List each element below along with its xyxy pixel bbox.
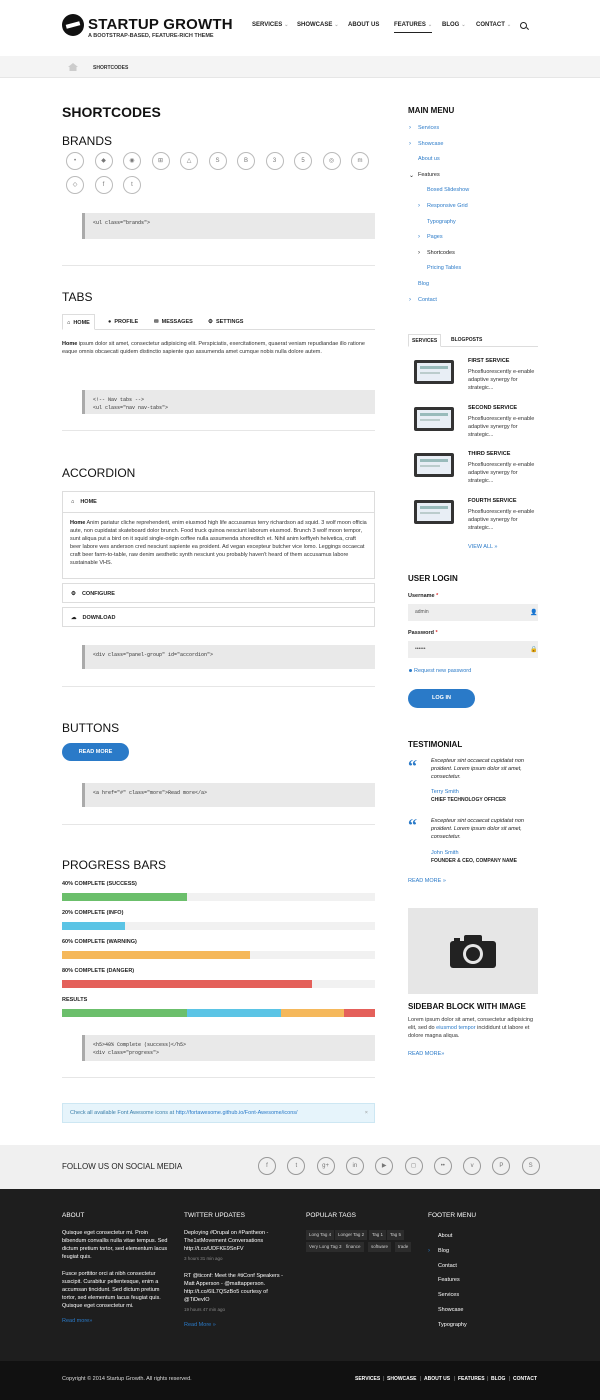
- progress-fill: [62, 951, 250, 959]
- breadcrumb-current: SHORTCODES: [93, 65, 129, 71]
- results-segment: [187, 1009, 281, 1017]
- separator: |: [487, 1376, 489, 1382]
- chevron-down-icon: ⌄: [427, 22, 433, 28]
- linux-icon[interactable]: △: [180, 152, 198, 170]
- chevron-right-icon[interactable]: ›: [409, 140, 411, 147]
- footer-menu-item[interactable]: Blog: [438, 1247, 450, 1254]
- divider: [62, 824, 375, 825]
- youtube-icon[interactable]: ▶: [375, 1157, 393, 1175]
- testimonial-title: TESTIMONIAL: [408, 740, 463, 749]
- tag[interactable]: software: [368, 1242, 391, 1252]
- service-title[interactable]: FOURTH SERVICE: [468, 497, 517, 504]
- bottom-nav-item[interactable]: FEATURES: [458, 1376, 485, 1382]
- tweet-time: 3 hours 31 min ago: [184, 1256, 223, 1261]
- testimonial-role: CHIEF TECHNOLOGY OFFICER: [431, 797, 506, 803]
- menu-item[interactable]: Pages: [427, 234, 443, 241]
- password-field[interactable]: ••••••: [408, 641, 538, 658]
- username-field[interactable]: admin: [408, 604, 538, 621]
- chevron-right-icon[interactable]: ›: [418, 249, 420, 256]
- device-image: [410, 449, 458, 481]
- service-image[interactable]: [410, 496, 458, 528]
- css3-icon[interactable]: 3: [266, 152, 284, 170]
- dribbble-icon[interactable]: ◎: [323, 152, 341, 170]
- device-image: [410, 496, 458, 528]
- footer-menu-item[interactable]: Contact: [438, 1262, 457, 1269]
- tab-bar: [62, 314, 375, 330]
- footer-about-text: Quisque eget consectetur mi. Proin bibendum convallis nulla vitae tempus. Sed dictum pretium tortor, sed elementum lacus feugiat quis.: [62, 1230, 168, 1260]
- google-plus-icon[interactable]: g+: [317, 1157, 335, 1175]
- menu-item[interactable]: Services: [418, 125, 440, 131]
- sidebar-block-title: SIDEBAR BLOCK WITH IMAGE: [408, 1002, 526, 1011]
- sidebar-image[interactable]: [408, 908, 538, 994]
- maxcdn-icon[interactable]: m: [351, 152, 369, 170]
- html5-icon[interactable]: 5: [294, 152, 312, 170]
- tabs-title: TABS: [62, 290, 93, 304]
- tab-messages[interactable]: ✉ MESSAGES: [154, 319, 193, 325]
- menu-item[interactable]: Showcase: [418, 140, 444, 147]
- progress-fill: [62, 893, 187, 901]
- divider: [62, 430, 375, 431]
- sidebar-block-read-more[interactable]: READ MORE»: [408, 1051, 445, 1057]
- bottom-nav-item[interactable]: BLOG: [491, 1376, 506, 1382]
- tab-settings[interactable]: ⚙ SETTINGS: [208, 319, 244, 325]
- nav-services[interactable]: SERVICES ⌄: [252, 22, 289, 28]
- footer-menu-item[interactable]: Showcase: [438, 1307, 464, 1313]
- menu-item[interactable]: Responsive Grid: [427, 203, 468, 209]
- brands-title: BRANDS: [62, 134, 113, 148]
- info-alert: Check all available Font Awesome icons at http://fortawesome.github.io/Font-Awesome/icons/ ×: [62, 1103, 375, 1123]
- chevron-right-icon[interactable]: ›: [418, 234, 420, 241]
- password-label: Password *: [408, 630, 438, 636]
- accordion-panel-download[interactable]: [62, 607, 375, 627]
- nav-showcase[interactable]: SHOWCASE ⌄: [297, 22, 339, 28]
- site-header: [0, 0, 600, 56]
- site-title[interactable]: STARTUP GROWTH: [88, 16, 233, 33]
- camera-icon: [448, 933, 498, 969]
- service-desc: Phosfluorescently e-enable adaptive synergy for strategic...: [468, 462, 535, 484]
- service-desc: Phosfluorescently e-enable adaptive synergy for strategic...: [468, 415, 535, 438]
- separator: |: [509, 1376, 511, 1382]
- progress-label: 20% COMPLETE (INFO): [62, 910, 124, 916]
- progress-label: 40% COMPLETE (SUCCESS): [62, 881, 137, 887]
- footer-read-more[interactable]: Read more»: [62, 1318, 93, 1324]
- service-image[interactable]: [410, 356, 458, 388]
- quote-icon: “: [408, 756, 417, 776]
- menu-item[interactable]: About us: [418, 156, 440, 163]
- service-desc: Phosfluorescently e-enable adaptive synergy for strategic...: [468, 508, 535, 531]
- brands-code: <ul class="brands">: [82, 213, 375, 239]
- dropbox-icon[interactable]: ◇: [66, 176, 84, 194]
- menu-item[interactable]: Features: [418, 171, 440, 178]
- lock-icon: 🔒: [530, 647, 538, 653]
- menu-item[interactable]: Contact: [418, 296, 437, 303]
- progress-track: [62, 922, 375, 930]
- gear-icon: ⚙: [71, 591, 76, 597]
- footer-about-text: Fusce porttitor orci at nibh consectetur suscipit. Curabitur pellentesque, enim a accumsan tincidunt. Sed dictum pretium tortor, sed elementum lacus feugiat quis. Quisque eget consectetur mi.: [62, 1271, 161, 1309]
- vimeo-icon[interactable]: v: [463, 1157, 481, 1175]
- menu-item[interactable]: Typography: [427, 218, 456, 225]
- service-title[interactable]: SECOND SERVICE: [468, 404, 518, 411]
- divider: [62, 1077, 375, 1078]
- bullet-icon: [409, 669, 412, 672]
- tag[interactable]: Longer Tag 2: [335, 1230, 367, 1240]
- device-image: [410, 356, 458, 388]
- chevron-down-icon: ⌄: [284, 22, 289, 28]
- sidebar-block-text: Lorem ipsum dolor sit amet, consectetur adipisicing elit, sed do eiusmod tempor incididunt ut labore et dolore magna aliqua.: [408, 1017, 534, 1039]
- username-label: Username *: [408, 593, 439, 599]
- tag[interactable]: Long Tag 4: [306, 1230, 334, 1240]
- chevron-down-icon: ⌄: [334, 22, 339, 28]
- gear-icon: ⚙: [208, 319, 213, 325]
- footer-menu-title: FOOTER MENU: [428, 1212, 477, 1219]
- tweet: RT @ticonf: Meet the #tiConf Speakers - Matt Apperson - @mattapperson. http://t.co/6IL7QSzBo5 courtesy of @TiDevIO: [184, 1273, 283, 1303]
- results-segment: [281, 1009, 344, 1017]
- footer-menu-item[interactable]: Services: [438, 1292, 460, 1299]
- results-bar: [62, 1009, 375, 1017]
- testimonial-text: Excepteur sint occaecat cupidatat non proident. Lorem ipsum dolor sit amet, consectetur.: [431, 758, 524, 780]
- tag[interactable]: finance: [343, 1242, 364, 1252]
- view-all-link[interactable]: VIEW ALL »: [468, 544, 498, 550]
- divider: [62, 686, 375, 687]
- tab-content: Home ipsum dolor sit amet, consectetur adipisicing elit. Perspiciatis, exercitationem, quaerat veniam repudiandae illo ratione eaque omnis obcaecati quidem distinctio sapiente quo assumenda amet cumque nobis nulla dolore autem.: [62, 341, 365, 355]
- accordion-header-download[interactable]: ☁ DOWNLOAD: [71, 615, 116, 621]
- divider: [62, 265, 375, 266]
- chevron-right-icon[interactable]: ›: [418, 203, 420, 209]
- service-image[interactable]: [410, 403, 458, 435]
- footer-menu-item[interactable]: Typography: [438, 1321, 467, 1328]
- tag[interactable]: Tag 5: [387, 1230, 404, 1240]
- nav-contact[interactable]: CONTACT ⌄: [476, 22, 512, 28]
- testimonial-name[interactable]: John Smith: [431, 850, 459, 856]
- progress-code: <h5>40% Complete (success)</h5> <div class="progress">: [82, 1035, 375, 1061]
- pinterest-icon[interactable]: P: [492, 1157, 510, 1175]
- eiusmod-link[interactable]: eiusmod tempor: [436, 1025, 476, 1031]
- nav-blog[interactable]: BLOG ⌄: [442, 22, 466, 28]
- site-subtitle: A BOOTSTRAP-BASED, FEATURE-RICH THEME: [88, 33, 214, 39]
- quote-icon: “: [408, 815, 417, 835]
- footer-menu-item[interactable]: About: [438, 1233, 453, 1239]
- chevron-right-icon[interactable]: ›: [409, 296, 411, 303]
- skype-icon[interactable]: S: [522, 1157, 540, 1175]
- tag[interactable]: Very Long Tag 3: [306, 1242, 344, 1252]
- service-title[interactable]: THIRD SERVICE: [468, 451, 511, 457]
- home-icon: ⌂: [71, 499, 75, 505]
- home-icon[interactable]: [68, 63, 78, 71]
- progress-fill: [62, 980, 312, 988]
- github-icon[interactable]: ◉: [123, 152, 141, 170]
- separator: |: [454, 1376, 456, 1382]
- chevron-right-icon[interactable]: ›: [409, 125, 411, 131]
- envelope-icon: ✉: [154, 319, 159, 325]
- android-icon[interactable]: ◆: [95, 152, 113, 170]
- skype-icon[interactable]: S: [209, 152, 227, 170]
- testimonial-read-more[interactable]: READ MORE »: [408, 878, 446, 884]
- accordion-code: <div class="panel-group" id="accordion">: [82, 645, 375, 669]
- user-icon: ●: [108, 319, 112, 325]
- user-login-title: USER LOGIN: [408, 574, 458, 583]
- footer-menu-item[interactable]: Features: [438, 1277, 460, 1284]
- chevron-down-icon: ⌄: [461, 22, 466, 28]
- tab-profile[interactable]: ● PROFILE: [108, 319, 139, 325]
- accordion-header-configure[interactable]: ⚙ CONFIGURE: [71, 591, 115, 597]
- footer-about-title: ABOUT: [62, 1212, 85, 1219]
- menu-item[interactable]: Pricing Tables: [427, 265, 462, 272]
- facebook-icon[interactable]: f: [95, 176, 113, 194]
- page-title: SHORTCODES: [62, 104, 161, 120]
- testimonial-role: FOUNDER & CEO, COMPANY NAME: [431, 858, 517, 864]
- read-more-button[interactable]: READ MORE: [62, 743, 129, 761]
- sidebar-tabs: [408, 334, 538, 347]
- buttons-code: <a href="#" class="more">Read more</a>: [82, 783, 375, 807]
- separator: |: [383, 1376, 385, 1382]
- testimonial-name[interactable]: Terry Smith: [431, 789, 459, 795]
- flickr-icon[interactable]: ••: [434, 1157, 452, 1175]
- menu-item[interactable]: Blog: [418, 281, 430, 287]
- breadcrumb: [0, 56, 600, 78]
- bottom-nav-item[interactable]: CONTACT: [513, 1376, 538, 1382]
- accordion-header-home[interactable]: ⌂ HOME: [71, 499, 97, 505]
- bottom-nav-item[interactable]: SHOWCASE: [387, 1376, 417, 1382]
- service-title[interactable]: FIRST SERVICE: [468, 358, 510, 364]
- cloud-download-icon: ☁: [71, 615, 77, 621]
- facebook-icon[interactable]: f: [258, 1157, 276, 1175]
- results-segment: [62, 1009, 187, 1017]
- twitter-icon[interactable]: t: [287, 1157, 305, 1175]
- menu-item[interactable]: Boxed Slideshow: [427, 187, 470, 194]
- search-icon[interactable]: [520, 22, 527, 29]
- progress-track: [62, 980, 375, 988]
- bottom-nav-item[interactable]: SERVICES: [355, 1376, 381, 1382]
- results-label: RESULTS: [62, 997, 88, 1003]
- accordion-panel-configure[interactable]: [62, 583, 375, 603]
- bottom-nav-item[interactable]: ABOUT US: [424, 1376, 451, 1382]
- tag[interactable]: Tag 1: [369, 1230, 386, 1240]
- progress-fill: [62, 922, 125, 930]
- twitter-icon[interactable]: t: [123, 176, 141, 194]
- accordion-panel-home: [62, 491, 375, 579]
- footer-tags-title: POPULAR TAGS: [306, 1212, 356, 1219]
- menu-item[interactable]: Shortcodes: [427, 249, 455, 256]
- chevron-down-icon: ⌄: [506, 22, 512, 28]
- nav-about-us[interactable]: ABOUT US: [348, 22, 380, 28]
- windows-icon[interactable]: ⊞: [152, 152, 170, 170]
- login-button[interactable]: LOG IN: [408, 689, 475, 708]
- tab-home[interactable]: ⌂ HOME: [62, 314, 95, 330]
- tag[interactable]: trade: [395, 1242, 411, 1252]
- service-desc: Phosfluorescently e-enable adaptive synergy for strategic...: [468, 369, 535, 391]
- user-icon: 👤: [530, 610, 538, 616]
- close-icon[interactable]: ×: [364, 1110, 368, 1116]
- progress-label: 60% COMPLETE (WARNING): [62, 939, 137, 945]
- nav-features[interactable]: FEATURES ⌄: [394, 22, 432, 33]
- device-image: [410, 403, 458, 435]
- service-image[interactable]: [410, 449, 458, 481]
- bitcoin-icon[interactable]: B: [237, 152, 255, 170]
- chevron-right-icon: ›: [428, 1247, 430, 1254]
- tabs-code: <!-- Nav tabs --> <ul class="nav nav-tabs">: [82, 390, 375, 414]
- chevron-down-icon[interactable]: ⌄: [409, 172, 415, 179]
- instagram-icon[interactable]: ◻: [405, 1157, 423, 1175]
- tweet-time: 19 hours 47 min ago: [184, 1307, 226, 1312]
- logo-icon[interactable]: [62, 14, 84, 36]
- tab-services[interactable]: SERVICES: [408, 334, 441, 347]
- linkedin-icon[interactable]: in: [346, 1157, 364, 1175]
- apple-icon[interactable]: •: [66, 152, 84, 170]
- progress-label: 80% COMPLETE (DANGER): [62, 968, 135, 974]
- twitter-read-more[interactable]: Read More »: [184, 1322, 216, 1328]
- footer-twitter-title: TWITTER UPDATES: [184, 1212, 245, 1219]
- progress-track: [62, 893, 375, 901]
- tweet: Deploying #Drupal on #Pantheon - The1stMovement Conversations http://t.co/UDFKE9SnFV: [184, 1230, 269, 1252]
- progress-title: PROGRESS BARS: [62, 858, 167, 872]
- separator: |: [420, 1376, 422, 1382]
- tab-blogposts[interactable]: BLOGPOSTS: [451, 337, 483, 343]
- testimonial-text: Excepteur sint occaecat cupidatat non proident. Lorem ipsum dolor sit amet, consectetur.: [431, 818, 524, 840]
- font-awesome-link[interactable]: http://fortawesome.github.io/Font-Awesome/icons/: [175, 1110, 298, 1116]
- home-icon: ⌂: [67, 320, 71, 326]
- accordion-title: ACCORDION: [62, 466, 136, 480]
- accordion-body: Home Anim pariatur cliche reprehenderit, enim eiusmod high life accusamus terry richardson ad squid. 3 wolf moon officia aute, non cupidatat skateboard dolor brunch. Food truck quinoa nesciunt laborum eiusmod. Brunch 3 wolf moon tempor, sunt aliqua put a bird on it squid single-origin coffee nulla assumenda shoreditch et. Nihil anim keffiyeh helvetica, craft beer labore wes anderson cred nesciunt sapiente ea proident. Ad vegan excepteur butcher vice lomo. Leggings occaecat craft beer farm-to-table, raw denim aesthetic synth nesciunt you probably haven't heard of them accusamus labore sustainable VHS.: [63, 512, 374, 573]
- results-segment: [344, 1009, 375, 1017]
- copyright: Copyright © 2014 Startup Growth. All rights reserved.: [62, 1376, 192, 1382]
- request-password-link[interactable]: Request new password: [414, 668, 472, 674]
- buttons-title: BUTTONS: [62, 721, 120, 735]
- progress-track: [62, 951, 375, 959]
- social-title: FOLLOW US ON SOCIAL MEDIA: [62, 1162, 183, 1171]
- main-menu-title: MAIN MENU: [408, 106, 455, 115]
